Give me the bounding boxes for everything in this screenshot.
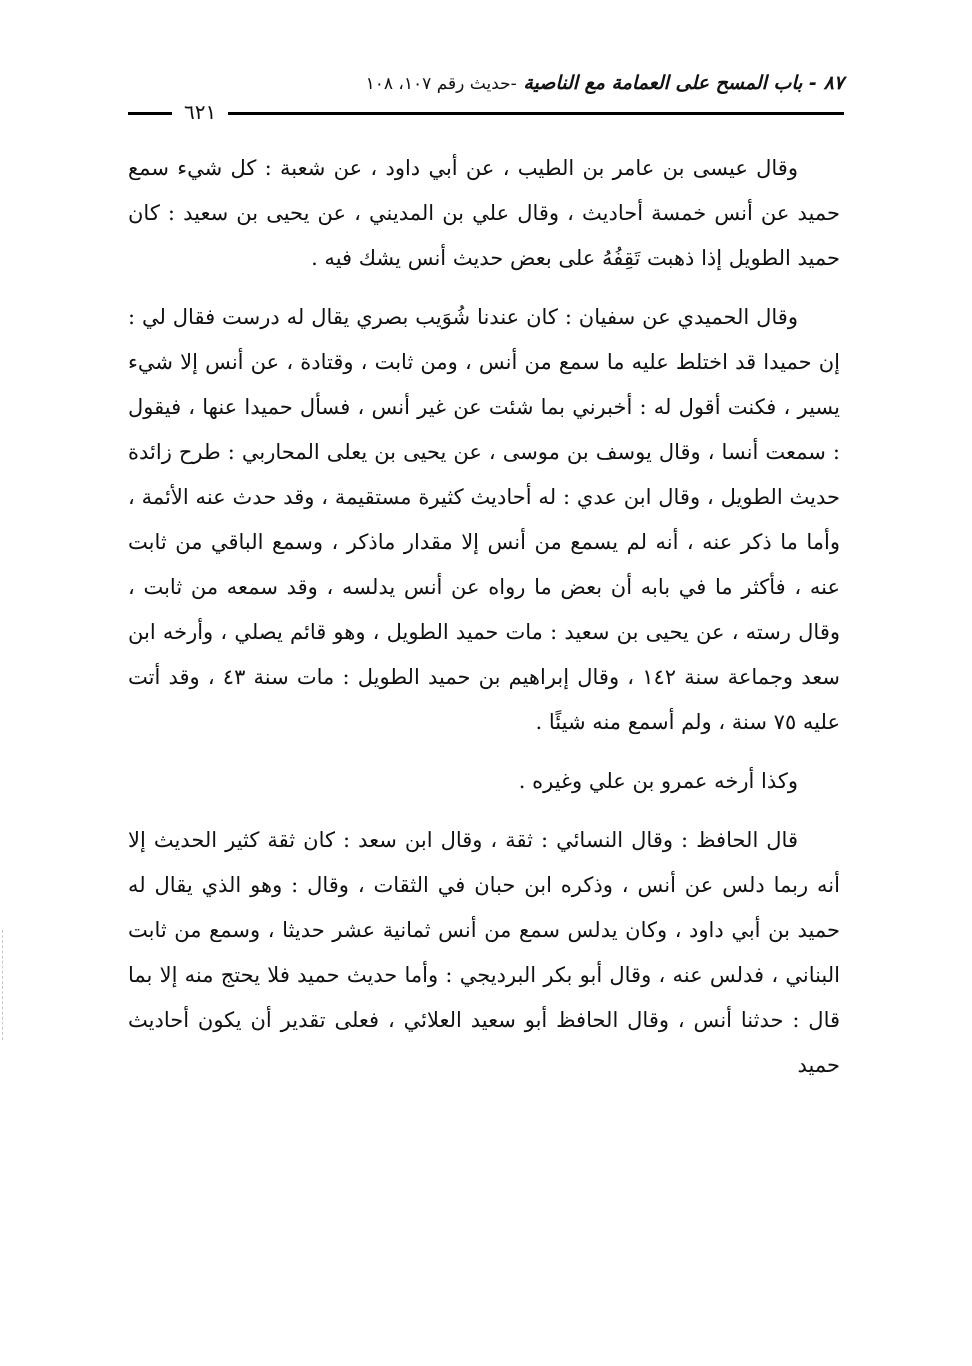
scan-margin-mark bbox=[2, 930, 4, 1040]
hadith-reference: -حديث رقم ١٠٧، ١٠٨ bbox=[365, 74, 517, 94]
paragraph-3: وكذا أرخه عمرو بن علي وغيره . bbox=[518, 769, 798, 793]
paragraph-1: وقال عيسى بن عامر بن الطيب ، عن أبي داود ، عن شعبة : كل شيء سمع حميد عن أنس خمسة أحاديث ، وقال علي بن المديني ، عن يحيى بن سعيد : كان حميد الطويل إذا ذهبت تَقِفُهُ على بعض حديث أنس يشك فيه . bbox=[128, 156, 840, 270]
running-header bbox=[128, 72, 844, 124]
page-number-rule bbox=[128, 112, 172, 115]
chapter-title: - باب المسح على العمامة مع الناصية bbox=[523, 72, 817, 94]
chapter-heading bbox=[366, 72, 844, 94]
chapter-number: ٨٧ bbox=[823, 72, 844, 94]
page-number: ٦٢١ bbox=[172, 100, 228, 124]
page-body bbox=[128, 146, 840, 1102]
header-rule bbox=[128, 112, 844, 115]
paragraph-2: وقال الحميدي عن سفيان : كان عندنا شُوَيب بصري يقال له درست فقال لي : إن حميدا قد اختلط عليه ما سمع من أنس ، ومن ثابت ، وقتادة ، عن أنس إلا شيء يسير ، فكنت أقول له : أخبرني بما شئت عن غير أنس ، فسأل حميدا عنها ، فيقول : سمعت أنسا ، وقال يوسف بن موسى ، عن يحيى بن يعلى المحاربي : طرح زائدة حديث الطويل ، وقال ابن عدي : له أحاديث كثيرة مستقيمة ، وقد حدث عنه الأئمة ، وأما ما ذكر عنه ، أنه لم يسمع من أنس إلا مقدار ماذكر ، وسمع الباقي من ثابت عنه ، فأكثر ما في بابه أن بعض ما رواه عن أنس يدلسه ، وقد سمعه من ثابت ، وقال رسته ، عن يحيى بن سعيد : مات حميد الطويل ، وهو قائم يصلي ، وأرخه ابن سعد وجماعة سنة ١٤٢ ، وقال إبراهيم بن حميد الطويل : مات سنة ٤٣ ، وقد أتت عليه ٧٥ سنة ، ولم أسمع منه شيئًا . bbox=[128, 305, 840, 734]
paragraph-4: قال الحافظ : وقال النسائي : ثقة ، وقال ابن سعد : كان ثقة كثير الحديث إلا أنه ربما دلس عن أنس ، وذكره ابن حبان في الثقات ، وقال : وهو الذي يقال له حميد بن أبي داود ، وكان يدلس سمع من أنس ثمانية عشر حديثا ، وسمع من ثابت البناني ، فدلس عنه ، وقال أبو بكر البرديجي : وأما حديث حميد فلا يحتج منه إلا بما قال : حدثنا أنس ، وقال الحافظ أبو سعيد العلائي ، فعلى تقدير أن يكون أحاديث حميد bbox=[128, 828, 840, 1077]
